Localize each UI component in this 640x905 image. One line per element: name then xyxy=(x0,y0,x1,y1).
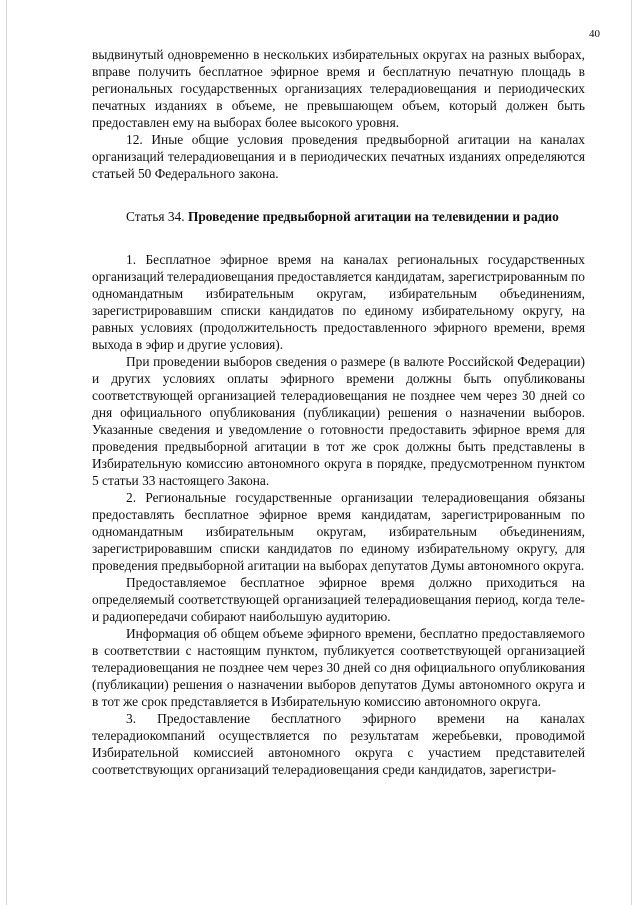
paragraph-airtime-volume: Информация об общем объеме эфирного времени, бесплатно предоставляемого в соответствии с настоящим пунктом, публикуется соответствующей организацией телерадиовещания не позднее чем через 30 дней со дня официального опубликования (публикации) решения о назначении выборов депутатов Думы автономного округа и в тот же срок представляется в Избирательную комиссию автономного округа. xyxy=(92,626,585,709)
article-title: Проведение предвыборной агитации на телевидении и радио xyxy=(187,209,559,224)
page-number: 40 xyxy=(589,28,600,40)
paragraph-item-3: 3. Предоставление бесплатного эфирного времени на каналах телерадиокомпаний осуществляется по результатам жеребьевки, проводимой Избирательной комиссией автономного округа с участием представителей соответствующих организаций телерадиовещания среди кандидатов, зарегистри- xyxy=(92,711,585,777)
paragraph-payment-info: При проведении выборов сведения о размере (в валюте Российской Федерации) и других условиях оплаты эфирного времени должны быть опубликованы соответствующей организацией телерадиовещания не позднее чем через 30 дней со дня официального опубликования (публикации) решения о назначении выборов. Указанные сведения и уведомление о готовности предоставить эфирное время для проведения предвыборной агитации в тот же срок должны быть представлены в Избирательную комиссию автономного округа в порядке, предусмотренном пунктом 5 статьи 33 настоящего Закона. xyxy=(92,354,585,488)
scan-left-edge xyxy=(6,0,7,905)
paragraph-item-1: 1. Бесплатное эфирное время на каналах региональных государственных организаций телерадиовещания предоставляется кандидатам, зарегистрированным по одномандатным избирательным округам, избирательным объединениям, зарегистрировавшим списки кандидатов по единому избирательному округу, на равных условиях (продолжительность предоставленного эфирного времени, время выхода в эфир и другие условия). xyxy=(92,252,585,352)
paragraph-item-2: 2. Региональные государственные организации телерадиовещания обязаны предоставлять бесплатное эфирное время кандидатам, зарегистрированным по одномандатным избирательным округам, избирательным объединениям, зарегистрировавшим списки кандидатов по единому избирательному округу, для проведения предвыборной агитации на выборах депутатов Думы автономного округа. xyxy=(92,490,585,573)
paragraph-airtime-period: Предоставляемое бесплатное эфирное время должно приходиться на определяемый соответствующей организацией телерадиовещания период, когда теле- и радиопередачи собирают наибольшую аудиторию. xyxy=(92,575,585,624)
scan-right-edge xyxy=(631,0,632,905)
article-heading xyxy=(92,208,585,225)
article-label: Статья 34. xyxy=(126,209,185,224)
paragraph-continuation: выдвинутый одновременно в нескольких избирательных округах на разных выборах, вправе получить бесплатное эфирное время и бесплатную печатную площадь в региональных государственных организациях телерадиовещания и периодических печатных изданиях в объеме, не превышающем объем, который должен быть предоставлен ему на выборах более высокого уровня. xyxy=(92,47,585,130)
paragraph-item-12: 12. Иные общие условия проведения предвыборной агитации на каналах организаций телерадиовещания и в периодических печатных изданиях определяются статьей 50 Федерального закона. xyxy=(92,132,585,181)
document-body xyxy=(92,46,585,778)
